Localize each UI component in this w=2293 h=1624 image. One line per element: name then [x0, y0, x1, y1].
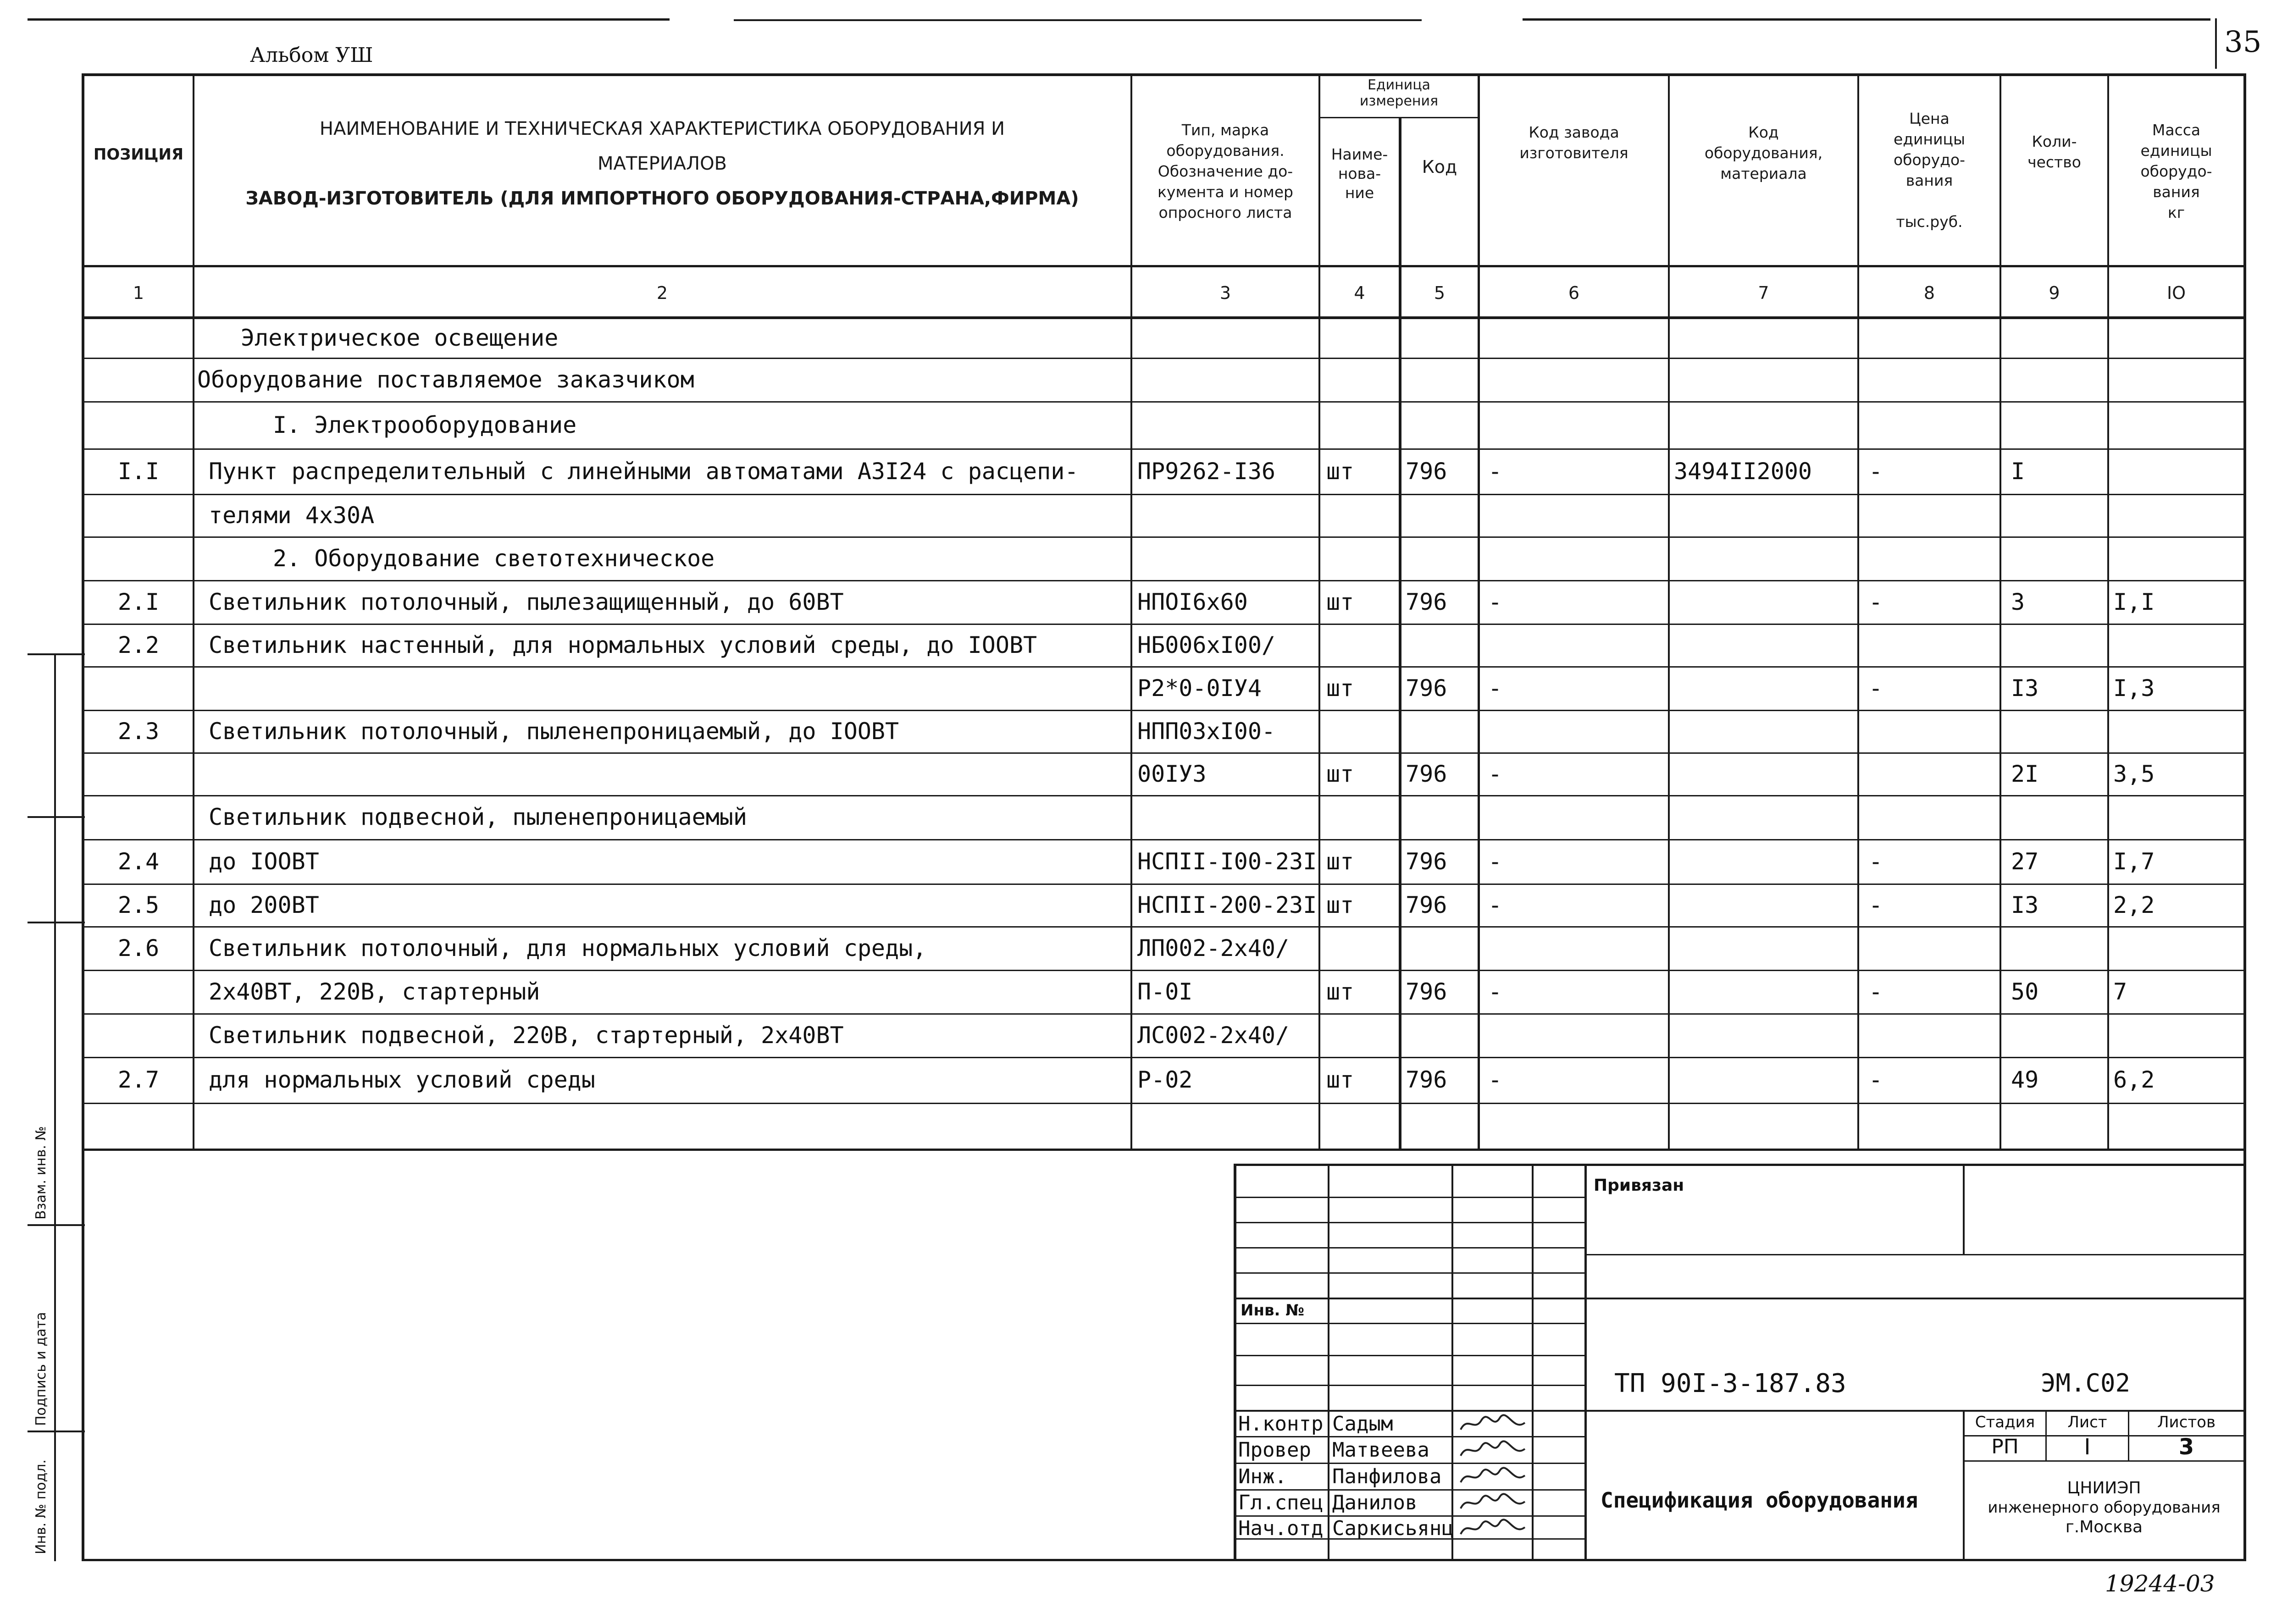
header-factory-l2: изготовителя [1519, 144, 1628, 162]
cell-qty: 50 [2011, 978, 2039, 1005]
header-type-l3: Обозначение до- [1158, 162, 1293, 180]
header-mass-l2: единицы [2140, 142, 2212, 160]
cell-name: Светильник настенный, для нормальных условий среды, до IООВТ [209, 631, 1037, 658]
cell-name: Электрическое освещение [241, 324, 559, 351]
header-unitname-l2: нова- [1338, 165, 1381, 182]
signature-icon [1458, 1516, 1527, 1541]
cell-price: - [1869, 978, 1883, 1005]
cell-name: Светильник подвесной, 220В, стартерный, 2х40ВТ [209, 1022, 844, 1049]
cell-pos: I.I [117, 458, 160, 485]
header-price-l5: тыс.руб. [1896, 213, 1963, 231]
header-qty-l1: Коли- [2032, 133, 2077, 150]
privyazan-label: Привязан [1594, 1176, 1684, 1195]
cell-type: НБ006хI00/ [1137, 631, 1276, 658]
header-factory-l1: Код завода [1529, 123, 1619, 141]
cell-qty: I [2011, 458, 2025, 485]
list-value: I [2084, 1434, 2091, 1460]
cell-name: 2х40ВТ, 220В, стартерный [209, 978, 540, 1005]
header-mass-l5: кг [2167, 204, 2185, 221]
cell-pos: 2.I [117, 588, 160, 615]
colnum-8: 8 [1923, 283, 1935, 303]
header-unitcode: Код [1422, 157, 1457, 177]
document-title: Спецификация оборудования [1601, 1488, 1918, 1513]
colnum-7: 7 [1758, 283, 1769, 303]
listov-label: Листов [2157, 1413, 2215, 1431]
cell-equip: 3494II2000 [1674, 458, 1812, 485]
signer-name: Данилов [1332, 1491, 1418, 1514]
cell-type: П-0I [1137, 978, 1193, 1005]
cell-name: Светильник потолочный, пылезащищенный, до 60ВТ [209, 588, 844, 615]
page-number: 35 [2224, 25, 2262, 59]
signer-role: Инж. [1238, 1465, 1287, 1488]
cell-pos: 2.3 [117, 718, 160, 745]
cell-factory: - [1488, 848, 1502, 875]
cell-code: 796 [1406, 588, 1447, 615]
cell-mass: I,I [2113, 588, 2155, 615]
cell-mass: 7 [2113, 978, 2127, 1005]
cell-pos: 2.6 [117, 934, 160, 961]
cell-qty: 3 [2011, 588, 2025, 615]
cell-qty: 27 [2011, 848, 2039, 875]
cell-factory: - [1488, 588, 1502, 615]
cell-type: НСПII-I00-23I [1137, 848, 1317, 875]
org-line1: ЦНИИЭП [2067, 1479, 2141, 1497]
header-mass-l3: оборудо- [2140, 162, 2212, 180]
list-label: Лист [2067, 1413, 2107, 1431]
cell-price: - [1869, 891, 1883, 918]
header-type-l1: Тип, марка [1181, 121, 1269, 139]
header-unitname-l1: Наиме- [1331, 145, 1388, 163]
header-name-line3: ЗАВОД-ИЗГОТОВИТЕЛЬ (ДЛЯ ИМПОРТНОГО ОБОРУДОВАНИЯ-СТРАНА,ФИРМА) [245, 188, 1079, 209]
cell-code: 796 [1406, 1066, 1447, 1093]
header-price-l4: вания [1905, 171, 1953, 189]
side-label-vzam: Взам. инв. № [33, 1126, 49, 1220]
cell-name: для нормальных условий среды [209, 1066, 595, 1093]
header-name-line1: НАИМЕНОВАНИЕ И ТЕХНИЧЕСКАЯ ХАРАКТЕРИСТИКА ОБОРУДОВАНИЯ И [319, 118, 1005, 139]
header-unit-l2: измерения [1359, 93, 1439, 109]
signer-name: Саркисьянц [1332, 1517, 1454, 1540]
cell-price: - [1869, 674, 1883, 702]
cell-type: НСПII-200-23I [1137, 891, 1317, 918]
cell-mass: 3,5 [2113, 760, 2155, 787]
colnum-5: 5 [1434, 283, 1446, 303]
side-label-podpis: Подпись и дата [33, 1312, 49, 1426]
colnum-1: 1 [133, 283, 144, 303]
signature-icon [1458, 1490, 1527, 1515]
signature-icon [1458, 1411, 1527, 1436]
cell-type: НПП03хI00- [1137, 718, 1276, 745]
header-equip-l1: Код [1748, 123, 1779, 141]
cell-factory: - [1488, 891, 1502, 918]
cell-name: 2. Оборудование светотехническое [273, 545, 715, 572]
cell-price: - [1869, 458, 1883, 485]
colnum-2: 2 [656, 283, 668, 303]
cell-code: 796 [1406, 891, 1447, 918]
cell-price: - [1869, 1066, 1883, 1093]
document-code: ТП 90I-3-187.83 [1614, 1369, 1846, 1398]
cell-factory: - [1488, 674, 1502, 702]
org-line2: инженерного оборудования [1988, 1498, 2221, 1517]
cell-pos: 2.5 [117, 891, 160, 918]
cell-name: Оборудование поставляемое заказчиком [197, 366, 694, 393]
cell-type: ПР9262-I36 [1137, 458, 1276, 485]
cell-factory: - [1488, 760, 1502, 787]
cell-mass: I,3 [2113, 674, 2155, 702]
colnum-9: 9 [2049, 283, 2060, 303]
cell-name: I. Электрооборудование [273, 411, 577, 438]
side-label-inv-podl: Инв. № подл. [33, 1459, 49, 1554]
cell-name: до 200ВТ [209, 891, 319, 918]
header-mass-l1: Масса [2152, 121, 2201, 139]
cell-qty: I3 [2011, 674, 2039, 702]
header-unitname-l3: ние [1345, 184, 1374, 202]
cell-type: НПОI6х60 [1137, 588, 1248, 615]
colnum-6: 6 [1568, 283, 1580, 303]
colnum-4: 4 [1354, 283, 1365, 303]
cell-qty: I3 [2011, 891, 2039, 918]
signature-icon [1458, 1437, 1527, 1463]
header-price-l1: Цена [1909, 110, 1950, 127]
cell-pos: 2.4 [117, 848, 160, 875]
cell-type: ЛП002-2х40/ [1137, 934, 1290, 961]
cell-price: - [1869, 588, 1883, 615]
cell-name: Светильник потолочный, для нормальных условий среды, [209, 934, 927, 961]
cell-factory: - [1488, 978, 1502, 1005]
cell-factory: - [1488, 1066, 1502, 1093]
cell-price: - [1869, 848, 1883, 875]
cell-qty: 49 [2011, 1066, 2039, 1093]
cell-unit: шт [1326, 674, 1354, 702]
listov-value: 3 [2178, 1434, 2194, 1460]
album-label: Альбом УШ [250, 44, 373, 67]
header-type-l2: оборудования. [1166, 142, 1285, 160]
cell-pos: 2.2 [117, 631, 160, 658]
header-price-l3: оборудо- [1893, 151, 1966, 169]
cell-unit: шт [1326, 978, 1354, 1005]
cell-mass: 2,2 [2113, 891, 2155, 918]
signer-name: Матвеева [1332, 1438, 1429, 1462]
cell-type: 00IУ3 [1137, 760, 1207, 787]
cell-qty: 2I [2011, 760, 2039, 787]
cell-name: Пункт распределительный с линейными автоматами АЗI24 с расцепи- [209, 458, 1079, 485]
colnum-3: 3 [1219, 283, 1231, 303]
signer-role: Нач.отд [1238, 1517, 1324, 1540]
stadiya-label: Стадия [1975, 1413, 2035, 1431]
header-type-l4: кумента и номер [1157, 183, 1294, 201]
cell-unit: шт [1326, 891, 1354, 918]
stadiya-value: РП [1991, 1435, 2019, 1458]
cell-type: Р2*0-0IУ4 [1137, 674, 1262, 702]
archive-number: 19244-03 [2105, 1570, 2215, 1597]
header-type-l5: опросного листа [1158, 204, 1292, 221]
signer-name: Садым [1332, 1412, 1393, 1436]
cell-pos: 2.7 [117, 1066, 160, 1093]
cell-code: 796 [1406, 674, 1447, 702]
cell-type: ЛС002-2х40/ [1137, 1022, 1290, 1049]
signer-role: Гл.спец [1238, 1491, 1324, 1514]
signer-role: Н.контр [1238, 1412, 1324, 1436]
inv-number-label: Инв. № [1241, 1301, 1305, 1320]
header-equip-l3: материала [1720, 165, 1807, 182]
cell-name: Светильник подвесной, пыленепроницаемый [209, 804, 747, 830]
cell-code: 796 [1406, 978, 1447, 1005]
cell-code: 796 [1406, 760, 1447, 787]
cell-name: Светильник потолочный, пыленепроницаемый, до IООВТ [209, 718, 899, 745]
cell-unit: шт [1326, 1066, 1354, 1093]
cell-code: 796 [1406, 458, 1447, 485]
cell-unit: шт [1326, 458, 1354, 485]
colnum-10: IO [2166, 283, 2186, 303]
cell-code: 796 [1406, 848, 1447, 875]
header-position: ПОЗИЦИЯ [93, 145, 184, 164]
cell-unit: шт [1326, 760, 1354, 787]
cell-unit: шт [1326, 848, 1354, 875]
cell-unit: шт [1326, 588, 1354, 615]
header-qty-l2: чество [2027, 153, 2081, 171]
header-unit-l1: Единица [1367, 77, 1431, 93]
sheet-code: ЭМ.С02 [2041, 1369, 2131, 1398]
cell-type: Р-02 [1137, 1066, 1193, 1093]
cell-mass: 6,2 [2113, 1066, 2155, 1093]
signer-role: Провер [1238, 1438, 1311, 1462]
signer-name: Панфилова [1332, 1465, 1442, 1488]
header-equip-l2: оборудования, [1704, 144, 1823, 162]
cell-name: телями 4х30А [209, 502, 375, 529]
header-price-l2: единицы [1893, 130, 1966, 148]
header-name-line2: МАТЕРИАЛОВ [598, 153, 727, 174]
header-mass-l4: вания [2153, 183, 2200, 201]
signature-icon [1458, 1464, 1527, 1489]
cell-name: до IООВТ [209, 848, 319, 875]
cell-factory: - [1488, 458, 1502, 485]
cell-mass: I,7 [2113, 848, 2155, 875]
org-line3: г.Москва [2065, 1518, 2143, 1536]
